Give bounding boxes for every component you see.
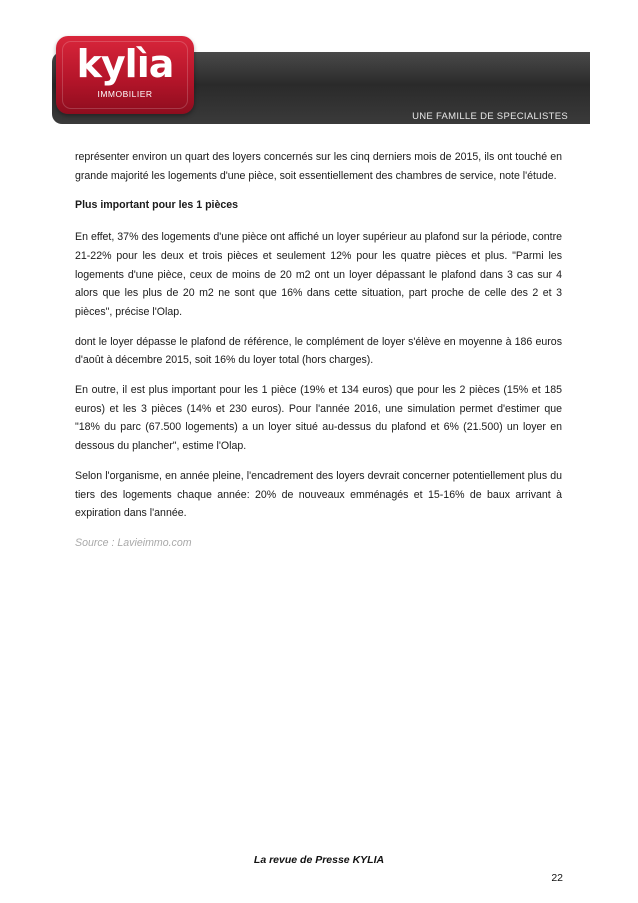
paragraph-4: En outre, il est plus important pour les 1 pièce (19% et 134 euros) que pour les 2 pièces (15% et 185 euros) et les 3 pièces (14% et 230 euros). Pour l'année 2016, une simulation permet d'estimer que "18% du parc (67.500 logements) a un loyer situé au-dessus du plafond et 6% (21.500) un loyer en dessous du plancher", estime l'Olap. <box>75 384 562 453</box>
paragraph-5: Selon l'organisme, en année pleine, l'encadrement des loyers devrait concerner potentiellement plus du tiers des logements chaque année: 20% de nouveaux emménagés et 15-16% de baux arrivant à expiration dans l'année. <box>75 469 562 520</box>
section-heading: Plus important pour les 1 pièces <box>75 199 239 212</box>
article-body <box>75 148 562 564</box>
logo-name: kylìa <box>76 42 174 86</box>
kylia-logo <box>56 36 194 114</box>
paragraph-2: En effet, 37% des logements d'une pièce ont affiché un loyer supérieur au plafond sur la période, contre 21-22% pour les deux et trois pièces et seulement 12% pour les quatre pièces et plus. "Parmi les logements d'une pièce, ceux de moins de 20 m2 ont un loyer dépassant le plafond dans 3 cas sur 4 alors que les plus de 20 m2 ne sont que 16% dans cette situation, part proche de celle des 2 et 3 pièces", précise l'Olap. <box>75 231 562 318</box>
page-number: 22 <box>551 872 563 884</box>
paragraph-1: représenter environ un quart des loyers concernés sur les cinq derniers mois de 2015, ils ont touché en grande majorité les logements d'une pièce, soit essentiellement des chambres de service, note l'étude. <box>75 151 562 182</box>
header-banner <box>52 36 590 124</box>
logo-subtitle: IMMOBILIER <box>97 89 153 99</box>
source-line: Source : Lavieimmo.com <box>75 536 192 549</box>
footer-title: La revue de Presse KYLIA <box>253 854 385 866</box>
paragraph-3: dont le loyer dépasse le plafond de référence, le complément de loyer s'élève en moyenne à 186 euros d'août à décembre 2015, soit 16% du loyer total (hors charges). <box>75 335 562 367</box>
tagline: UNE FAMILLE DE SPECIALISTES <box>412 111 568 122</box>
